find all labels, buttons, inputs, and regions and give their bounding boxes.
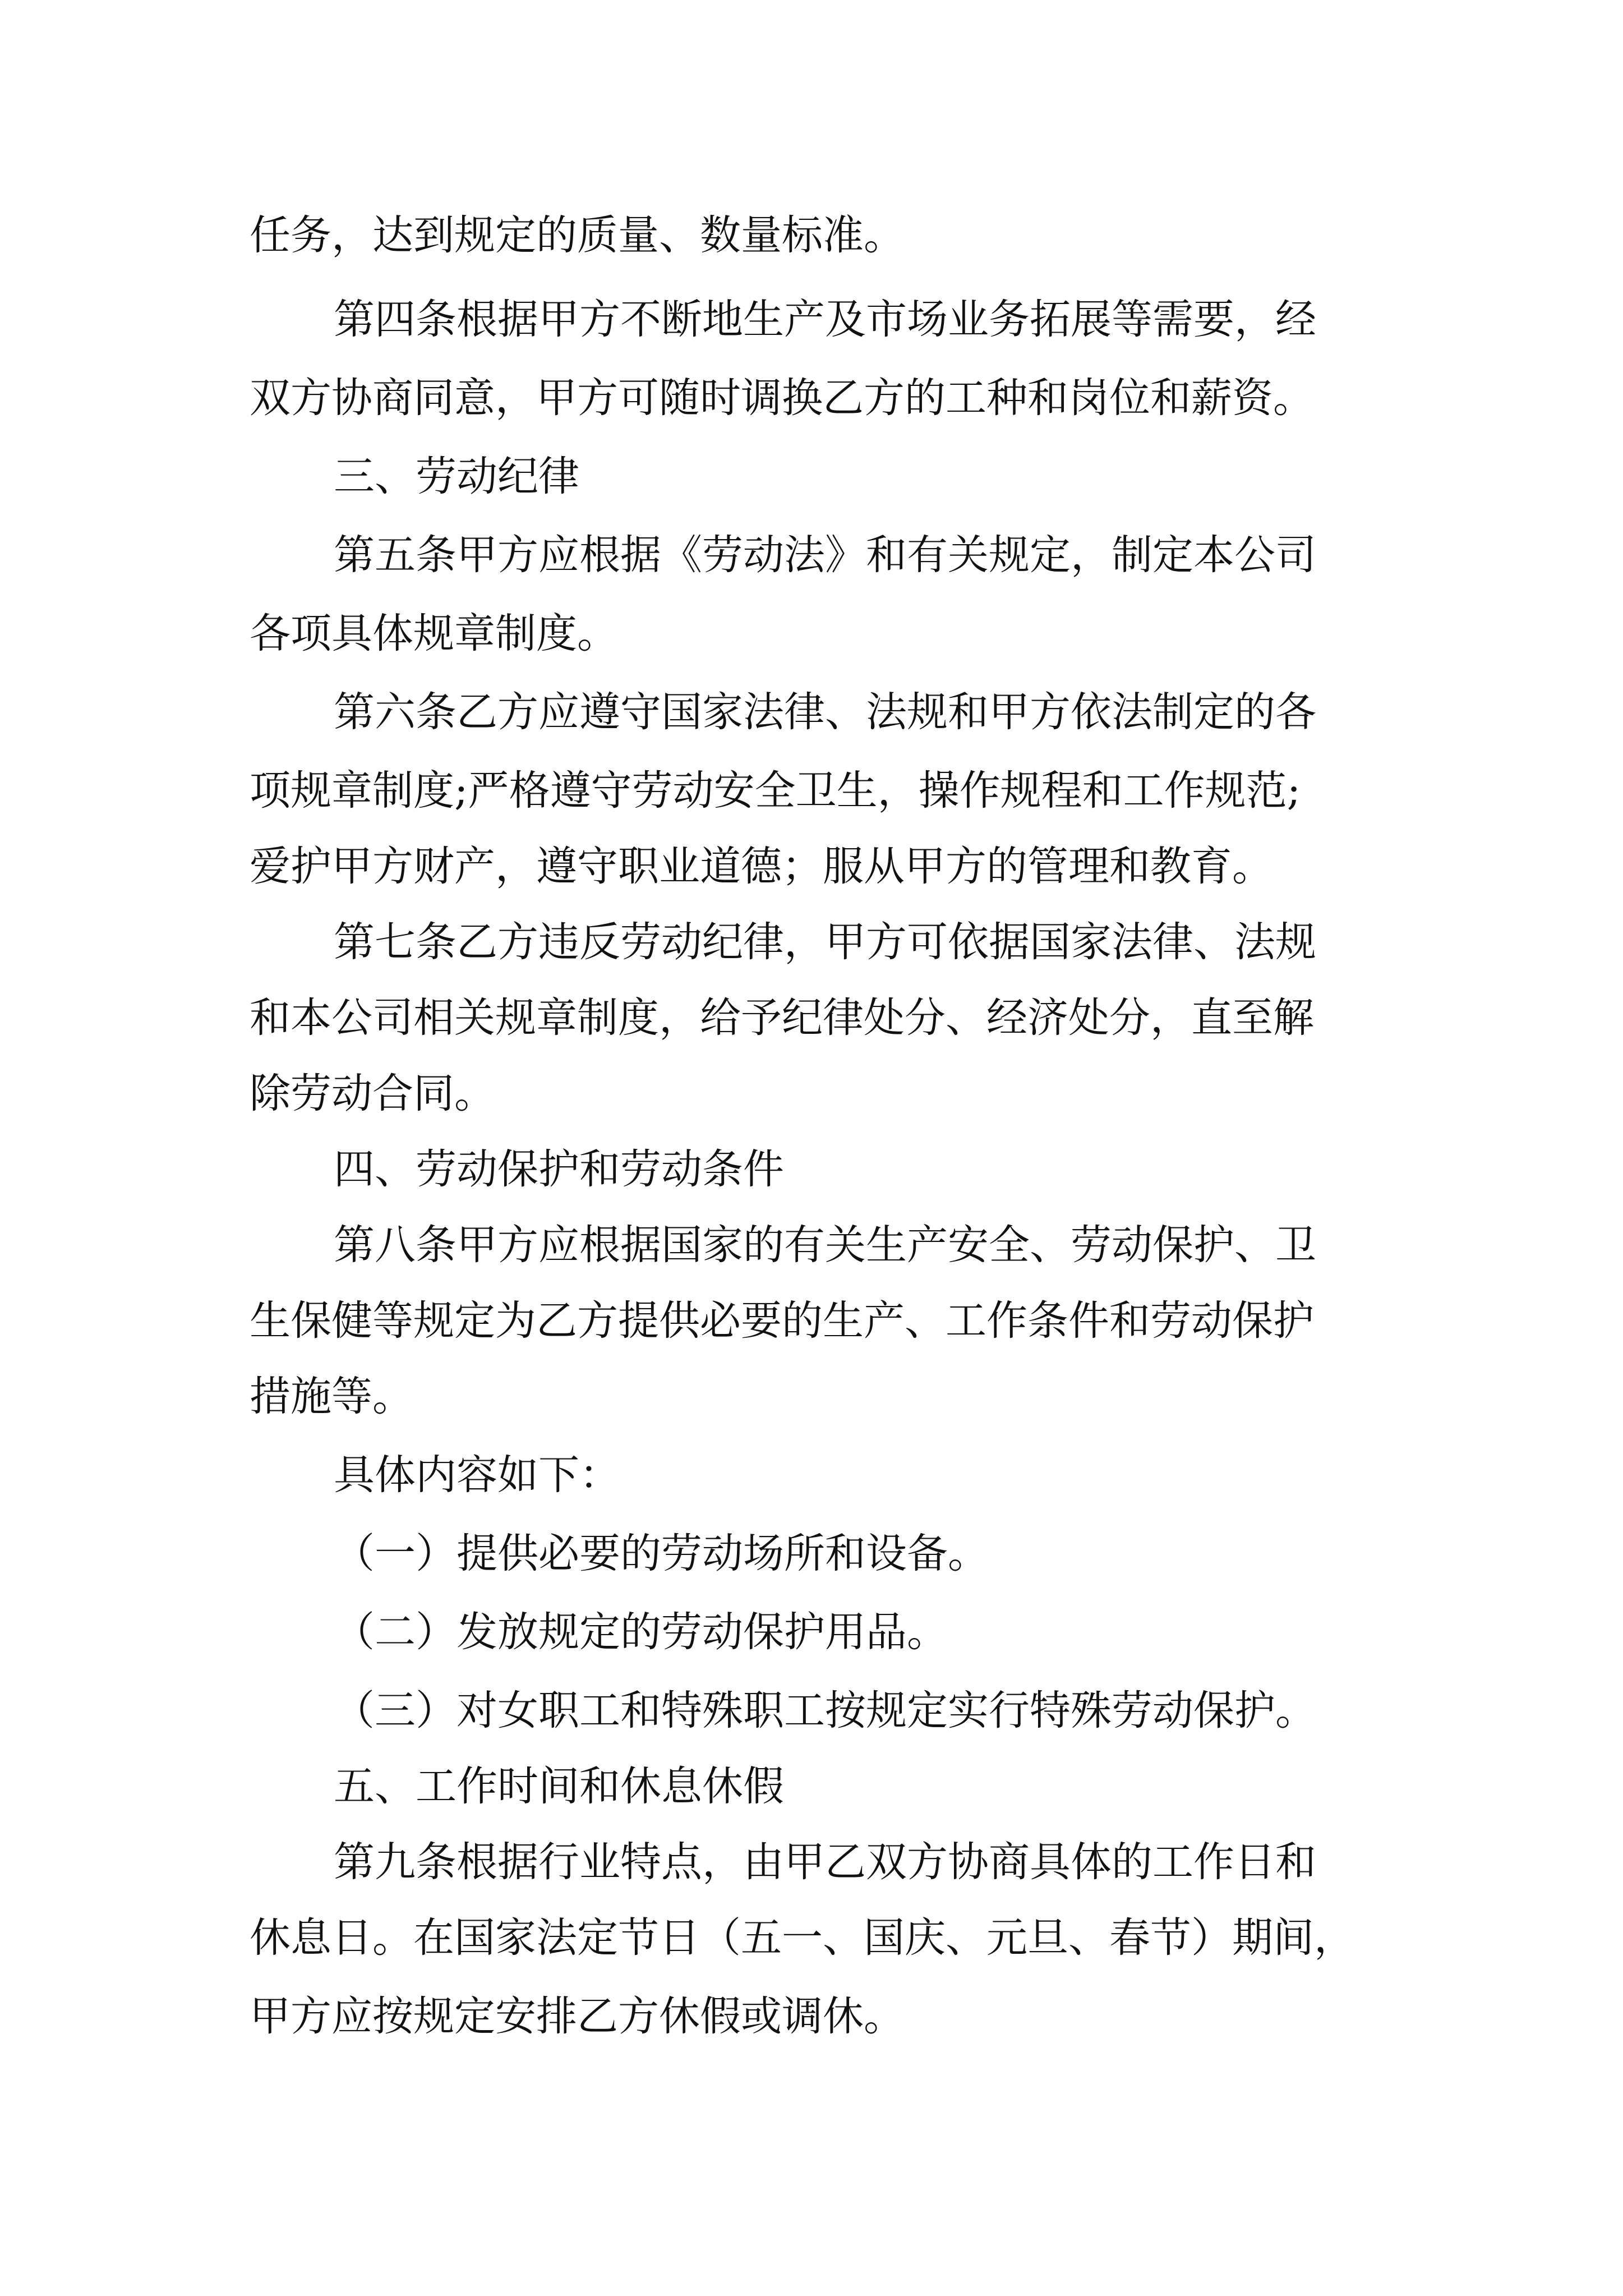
text-line-3: 双方协商同意，甲方可随时调换乙方的工种和岗位和薪资。 [250, 374, 1314, 422]
section-heading-4: 四、劳动保护和劳动条件 [334, 1145, 784, 1193]
text-line-16: 措施等。 [250, 1373, 413, 1420]
list-item-3: （三）对女职工和特殊职工按规定实行特殊劳动保护。 [334, 1687, 1316, 1734]
text-line-9: 爱护甲方财产，遵守职业道德；服从甲方的管理和教育。 [250, 843, 1273, 890]
list-item-1: （一）提供必要的劳动场所和设备。 [334, 1530, 989, 1577]
text-line-23: 休息日。在国家法定节日（五一、国庆、元旦、春节）期间， [250, 1914, 1355, 1962]
text-line-24: 甲方应按规定安排乙方休假或调休。 [250, 1993, 905, 2040]
text-line-10: 第七条乙方违反劳动纪律，甲方可依据国家法律、法规 [334, 918, 1316, 966]
section-heading-3: 三、劳动纪律 [334, 453, 579, 500]
list-item-2: （二）发放规定的劳动保护用品。 [334, 1608, 948, 1656]
text-line-14: 第八条甲方应根据国家的有关生产安全、劳动保护、卫 [334, 1221, 1316, 1269]
text-line-5: 第五条甲方应根据《劳动法》和有关规定，制定本公司 [334, 531, 1316, 579]
text-line-6: 各项具体规章制度。 [250, 610, 618, 657]
text-line-1: 任务，达到规定的质量、数量标准。 [250, 211, 905, 259]
text-line-15: 生保健等规定为乙方提供必要的生产、工作条件和劳动保护 [250, 1297, 1314, 1345]
text-line-17: 具体内容如下： [334, 1451, 620, 1499]
text-line-7: 第六条乙方应遵守国家法律、法规和甲方依法制定的各 [334, 688, 1316, 736]
text-line-2: 第四条根据甲方不断地生产及市场业务拓展等需要，经 [334, 296, 1316, 343]
section-heading-5: 五、工作时间和休息休假 [334, 1763, 784, 1810]
text-line-8: 项规章制度;严格遵守劳动安全卫生，操作规程和工作规范; [250, 767, 1301, 815]
text-line-11: 和本公司相关规章制度，给予纪律处分、经济处分，直至解 [250, 994, 1314, 1042]
text-line-22: 第九条根据行业特点，由甲乙双方协商具体的工作日和 [334, 1838, 1316, 1886]
text-line-12: 除劳动合同。 [250, 1070, 495, 1117]
